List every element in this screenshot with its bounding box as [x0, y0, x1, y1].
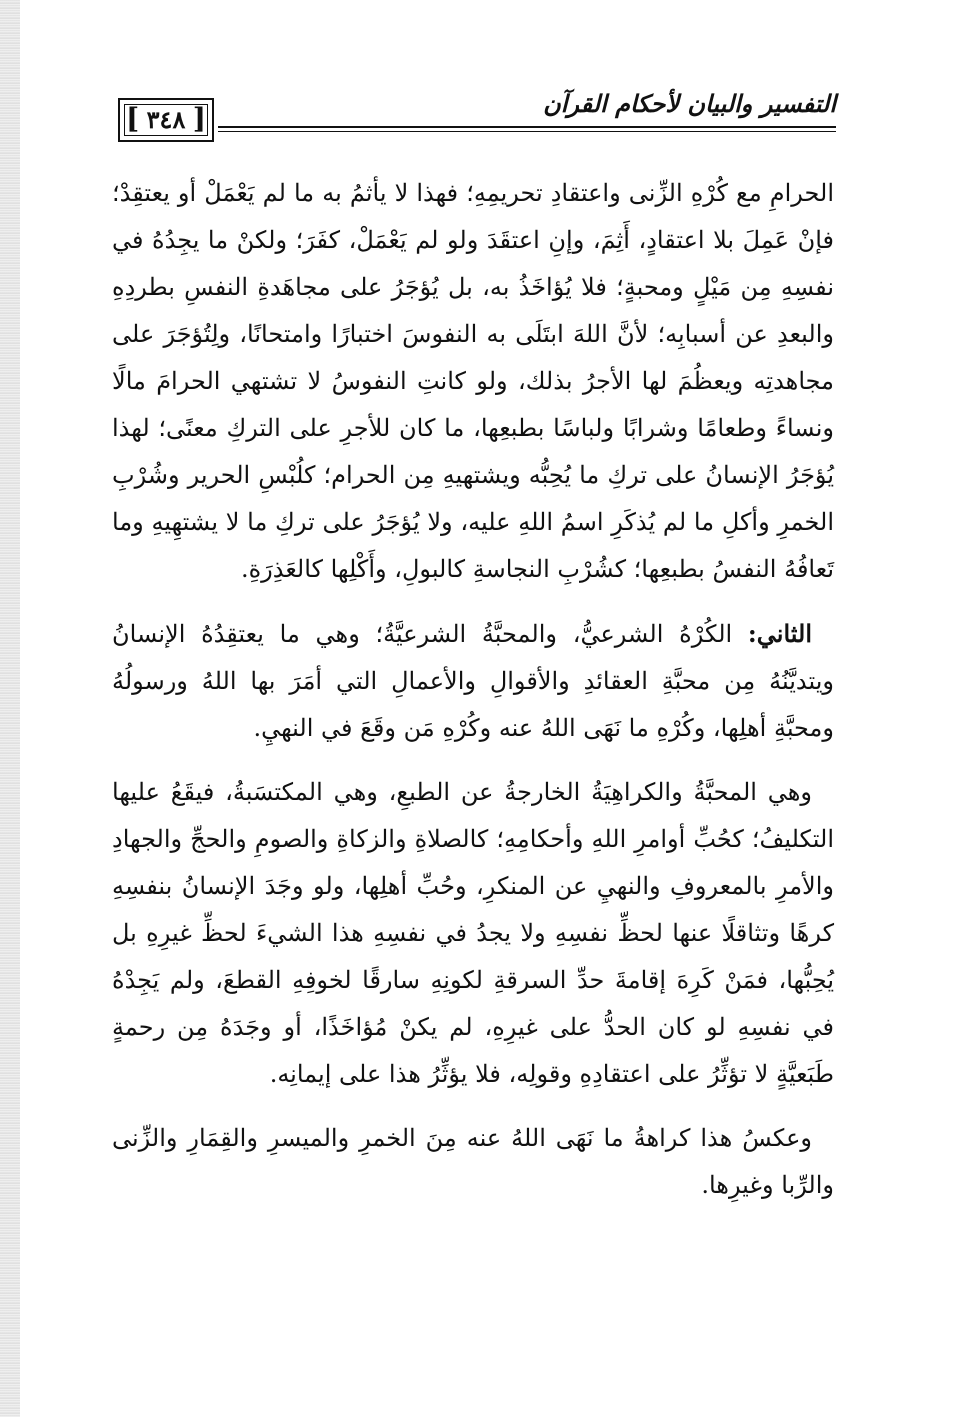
header-rule	[218, 126, 836, 128]
paragraph-2	[112, 610, 834, 752]
paragraph-3	[112, 769, 834, 1098]
scan-edge-shadow	[0, 0, 20, 1417]
paragraph-4	[112, 1115, 834, 1209]
header-rule-thin	[218, 131, 836, 132]
page-header	[110, 88, 836, 144]
body-text	[112, 170, 834, 1226]
page-number-bracket-close: ]	[192, 102, 206, 135]
paragraph-1-text: الحرامِ مع كُرْهِ الزِّنى واعتقادِ تحريمِهِ؛ فهذا لا يأثمُ به ما لم يَعْمَلْ أو يعتقِدْ؛ فإنْ عَمِلَ بلا اعتقادٍ، أَثِمَ، وإنِ اعتقَدَ ولو لم يَعْمَلْ، كفَرَ؛ ولكنْ ما يجِدُهُ في نفسِهِ مِن مَيْلٍ ومحبةٍ؛ فلا يُؤاخَذُ به، بل يُؤجَرُ على مجاهَدةِ النفسِ بطردِهِ والبعدِ عن أسبابِه؛ لأنَّ اللهَ ابتَلَى به النفوسَ اختبارًا وامتحانًا، ولِتُؤجَرَ على مجاهدتِه ويعظُمَ لها الأجرُ بذلك، ولو كانتِ النفوسُ لا تشتهي الحرامَ مالًا ونساءً وطعامًا وشرابًا ولباسًا بطبعِها، ما كان للأجرِ على التركِ معنًى؛ لهذا يُؤجَرُ الإنسانُ على تركِ ما يُحِبُّه ويشتهيهِ مِن الحرام؛ كلُبْسِ الحرير وشُرْبِ الخمرِ وأكلِ ما لم يُذكَرِ اسمُ اللهِ عليه، ولا يُؤجَرُ على تركِ ما لا يشتهِيهِ وما تَعافُهُ النفسُ بطبعِها؛ كشُرْبِ النجاسةِ كالبولِ، وأَكْلِها كالعَذِرَةِ.	[112, 179, 834, 583]
paragraph-1	[112, 170, 834, 593]
page-number: ٣٤٨	[146, 105, 186, 134]
paragraph-4-text: وعكسُ هذا كراهةُ ما نَهَى اللهُ عنه مِنَ الخمرِ والميسرِ والقِمَارِ والزِّنى والرِّبا وغيرِها.	[112, 1124, 834, 1199]
paragraph-2-lead: الثاني:	[747, 619, 812, 648]
page-number-bracket-open: [	[126, 102, 140, 135]
book-title: التفسير والبيان لأحكام القرآن	[543, 89, 836, 118]
paragraph-3-text: وهي المحبَّةُ والكراهِيَةُ الخارجةُ عن الطبعِ، وهي المكتسَبةُ، فيقَعُ عليها التكليفُ؛ كحُبِّ أوامرِ اللهِ وأحكامِهِ؛ كالصلاةِ والزكاةِ والصومِ والحجِّ والجهادِ والأمرِ بالمعروفِ والنهيِ عن المنكرِ، وحُبِّ أهلِها، ولو وجَدَ الإنسانُ بنفسِهِ كرهًا وتثاقلًا عنها لحظِّ نفسِهِ ولا يجدُ في نفسِهِ هذا الشيءَ لحظِّ غيرِهِ بل يُحِبُّها، فمَنْ كَرِهَ إقامةَ حدِّ السرقةِ لكونِهِ سارقًا لخوفِهِ القطعَ، ولم يَجِدْهُ في نفسِهِ لو كان الحدُّ على غيرِهِ، لم يكنْ مُؤاخَذًا، أو وجَدَهُ مِن رحمةٍ طَبَعيَّةٍ لا تؤثِّرُ على اعتقادِهِ وقولِه، فلا يؤثِّرُ هذا على إيمانِه.	[112, 778, 835, 1088]
page-number-frame	[118, 98, 214, 142]
paragraph-2-text: الكُرْهُ الشرعيُّ، والمحبَّةُ الشرعيَّةُ؛ وهي ما يعتقِدُهُ الإنسانُ ويتديَّنُهُ مِن محبَّةِ العقائدِ والأقوالِ والأعمالِ التي أمَرَ بها اللهُ ورسولُهُ ومحبَّةِ أهلِها، وكُرْهِ ما نَهَى اللهُ عنه وكُرْهِ مَن وقَعَ في النهيِ.	[112, 620, 834, 742]
